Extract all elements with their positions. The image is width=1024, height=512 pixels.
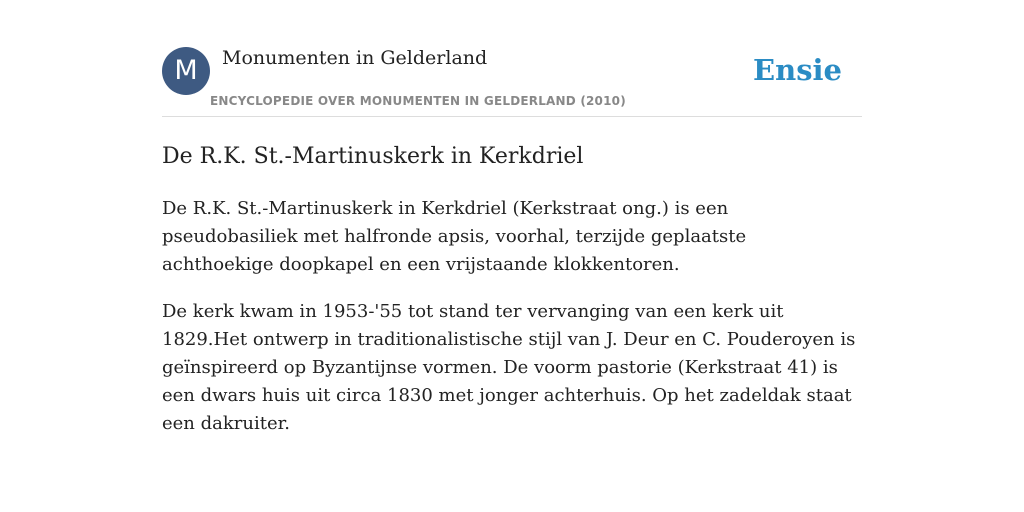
entry-card <box>162 0 862 438</box>
article-title: De R.K. St.-Martinuskerk in Kerkdriel <box>162 144 584 169</box>
source-header <box>162 0 862 117</box>
source-avatar[interactable]: M <box>162 47 210 95</box>
article-paragraph-2: De kerk kwam in 1953-'55 tot stand ter vervanging van een kerk uit 1829.Het ontwerp in traditionalistische stijl van J. Deur en C. Pouderoyen is geïnspireerd op Byzantijnse vormen. De voorm pastorie (Kerkstraat 41) is een dwars huis uit circa 1830 met jonger achterhuis. Op het zadeldak staat een dakruiter. <box>162 301 856 434</box>
source-title-link[interactable]: Monumenten in Gelderland <box>222 47 488 69</box>
article-paragraph-1: De R.K. St.-Martinuskerk in Kerkdriel (Kerkstraat ong.) is een pseudobasiliek met halfronde apsis, voorhal, terzijde geplaatste achthoekige doopkapel en een vrijstaande klokkentoren. <box>162 198 747 275</box>
ensie-logo[interactable]: Ensie <box>753 53 842 87</box>
source-subtitle: ENCYCLOPEDIE OVER MONUMENTEN IN GELDERLAND (2010) <box>210 94 626 108</box>
